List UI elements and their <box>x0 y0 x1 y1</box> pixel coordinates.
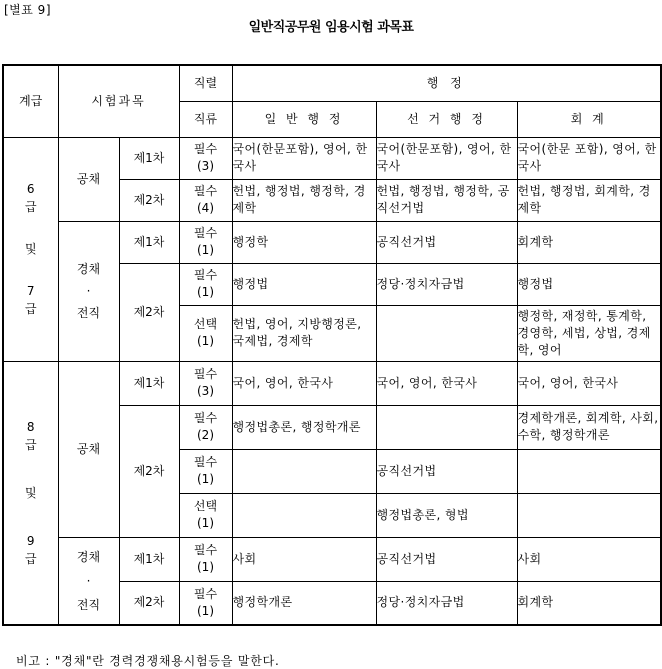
grade-cell-6-7 <box>3 137 58 361</box>
kind-count: (2) <box>197 428 214 442</box>
kind-label: 필수 <box>193 455 218 469</box>
kind-count: (1) <box>197 560 214 574</box>
header-series-label: 직렬 <box>179 65 232 101</box>
recruit-type-open: 공채 <box>58 137 119 221</box>
type-line: 전직 <box>76 306 101 320</box>
kind-count: (1) <box>197 243 214 257</box>
grade-line: 8 <box>26 419 35 434</box>
kind-cell <box>179 221 232 263</box>
kind-count: (4) <box>197 201 214 215</box>
kind-cell <box>179 137 232 179</box>
grade-line: 9 <box>26 533 35 548</box>
table-row <box>3 361 661 405</box>
grade-line: 7 <box>26 284 35 298</box>
subjects-general-admin: 행정법 <box>232 263 376 305</box>
stage-cell: 제1차 <box>119 537 179 581</box>
kind-count: (1) <box>197 516 214 530</box>
subjects-general-admin: 국어, 영어, 한국사 <box>232 361 376 405</box>
grade-line: 및 <box>24 242 37 256</box>
subjects-accounting: 회계학 <box>517 581 661 625</box>
subjects-election-admin: 공직선거법 <box>376 537 517 581</box>
header-grade: 계급 <box>3 65 58 137</box>
subjects-election-admin: 행정법총론, 형법 <box>376 493 517 537</box>
type-line: · <box>86 573 91 588</box>
subjects-election-admin: 국어, 영어, 한국사 <box>376 361 517 405</box>
subjects-accounting: 헌법, 행정법, 회계학, 경제학 <box>517 179 661 221</box>
subjects-general-admin: 사회 <box>232 537 376 581</box>
kind-cell <box>179 263 232 305</box>
kind-cell <box>179 305 232 361</box>
subjects-accounting <box>517 493 661 537</box>
stage-cell: 제2차 <box>119 179 179 221</box>
kind-label: 필수 <box>193 142 218 156</box>
subjects-election-admin: 국어(한문포함), 영어, 한국사 <box>376 137 517 179</box>
subjects-accounting: 국어(한문 포함), 영어, 한국사 <box>517 137 661 179</box>
type-line: 전직 <box>76 597 101 612</box>
recruit-type-career <box>58 221 119 361</box>
type-line: 경채 <box>76 549 101 564</box>
document-title: 일반직공무원 임용시험 과목표 <box>248 20 414 35</box>
kind-label: 필수 <box>193 543 218 557</box>
kind-cell <box>179 449 232 493</box>
subjects-accounting <box>517 449 661 493</box>
kind-label: 필수 <box>193 586 218 601</box>
kind-count: (3) <box>197 384 214 398</box>
grade-line: 급 <box>24 437 37 452</box>
footnote: 비고 : "경채"란 경력경쟁채용시험등을 말한다. <box>16 654 280 668</box>
kind-count: (1) <box>197 285 214 299</box>
subjects-general-admin <box>232 449 376 493</box>
subjects-general-admin: 행정학개론 <box>232 581 376 625</box>
subjects-accounting: 회계학 <box>517 221 661 263</box>
subjects-accounting: 경제학개론, 회계학, 사회, 수학, 행정학개론 <box>517 405 661 449</box>
recruit-type-career <box>58 537 119 625</box>
kind-cell <box>179 405 232 449</box>
subjects-general-admin: 헌법, 행정법, 행정학, 경제학 <box>232 179 376 221</box>
grade-line: 6 <box>26 182 35 196</box>
stage-cell: 제1차 <box>119 137 179 179</box>
kind-count: (1) <box>197 472 214 486</box>
header-class-election-admin: 선 거 행 정 <box>376 101 517 137</box>
subjects-election-admin: 정당·정치자금법 <box>376 263 517 305</box>
kind-label: 필수 <box>193 184 218 198</box>
recruit-type-open: 공채 <box>58 361 119 537</box>
grade-line: 급 <box>24 200 37 214</box>
kind-label: 선택 <box>193 499 218 513</box>
kind-count: (1) <box>197 334 214 348</box>
subjects-general-admin: 국어(한문포함), 영어, 한국사 <box>232 137 376 179</box>
subjects-general-admin <box>232 493 376 537</box>
kind-cell <box>179 361 232 405</box>
kind-label: 필수 <box>193 268 218 282</box>
kind-label: 필수 <box>193 226 218 240</box>
stage-cell: 제1차 <box>119 221 179 263</box>
subjects-election-admin <box>376 405 517 449</box>
header-subjects: 시험과목 <box>58 65 179 137</box>
table-row <box>3 137 661 179</box>
stage-cell: 제2차 <box>119 263 179 361</box>
annex-label: [별표 9] <box>4 3 51 17</box>
kind-cell <box>179 179 232 221</box>
subjects-general-admin: 행정학 <box>232 221 376 263</box>
type-line: 경채 <box>76 262 101 276</box>
subjects-accounting: 국어, 영어, 한국사 <box>517 361 661 405</box>
header-row-series <box>3 65 661 101</box>
subjects-election-admin: 공직선거법 <box>376 449 517 493</box>
header-class-accounting: 회 계 <box>517 101 661 137</box>
table-row <box>3 221 661 263</box>
kind-count: (1) <box>197 603 214 618</box>
table-row <box>3 537 661 581</box>
stage-cell: 제2차 <box>119 581 179 625</box>
type-line: · <box>86 284 91 298</box>
kind-count: (3) <box>197 159 214 173</box>
grade-line: 및 <box>24 485 37 500</box>
grade-cell-8-9 <box>3 361 58 625</box>
kind-cell <box>179 537 232 581</box>
header-series-value: 행 정 <box>232 65 661 101</box>
subjects-general-admin: 행정법총론, 행정학개론 <box>232 405 376 449</box>
subjects-general-admin: 헌법, 영어, 지방행정론, 국제법, 경제학 <box>232 305 376 361</box>
exam-subjects-table <box>2 64 662 626</box>
subjects-election-admin <box>376 305 517 361</box>
header-class-general-admin: 일 반 행 정 <box>232 101 376 137</box>
grade-line: 급 <box>24 551 37 566</box>
subjects-election-admin: 정당·정치자금법 <box>376 581 517 625</box>
kind-label: 필수 <box>193 411 218 425</box>
kind-label: 필수 <box>193 367 218 381</box>
kind-cell <box>179 581 232 625</box>
stage-cell: 제2차 <box>119 405 179 537</box>
header-class-label: 직류 <box>179 101 232 137</box>
subjects-accounting: 행정학, 재정학, 통계학, 경영학, 세법, 상법, 경제학, 영어 <box>517 305 661 361</box>
subjects-accounting: 행정법 <box>517 263 661 305</box>
subjects-accounting: 사회 <box>517 537 661 581</box>
kind-cell <box>179 493 232 537</box>
subjects-election-admin: 공직선거법 <box>376 221 517 263</box>
grade-line: 급 <box>24 302 37 316</box>
subjects-election-admin: 헌법, 행정법, 행정학, 공직선거법 <box>376 179 517 221</box>
stage-cell: 제1차 <box>119 361 179 405</box>
kind-label: 선택 <box>193 317 218 331</box>
